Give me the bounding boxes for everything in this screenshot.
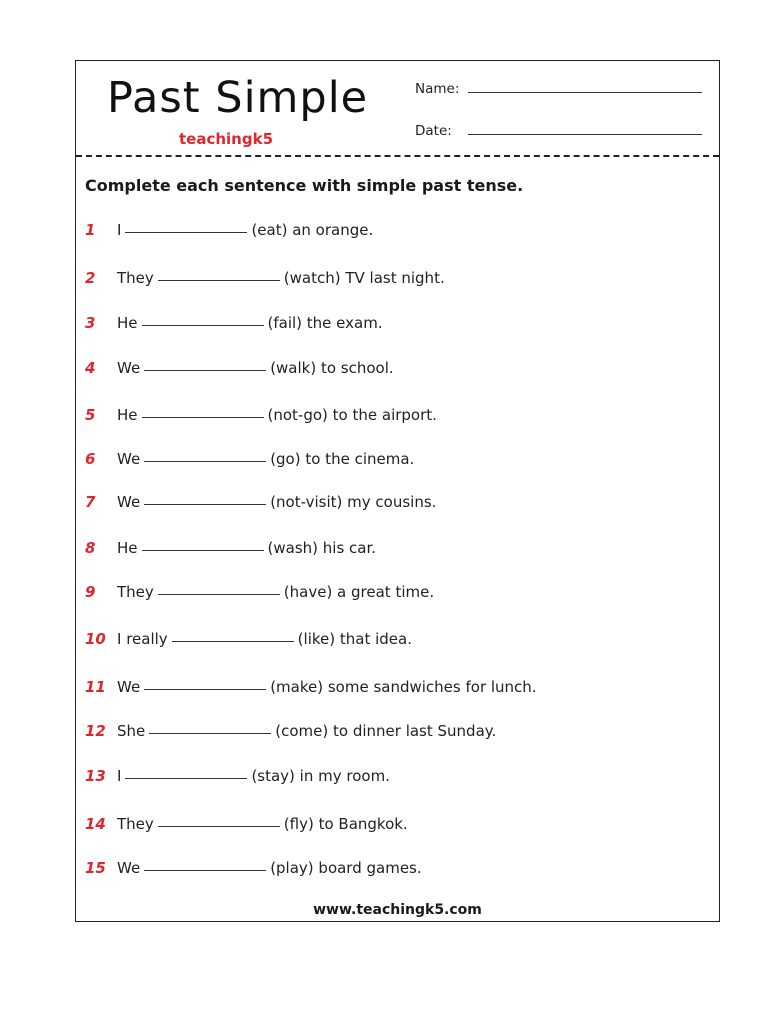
item-subject: We <box>117 450 141 468</box>
item-subject: He <box>117 406 138 424</box>
item-subject: I <box>117 767 122 785</box>
exercise-item <box>85 359 394 377</box>
exercise-item <box>85 630 412 648</box>
brand-name: teachingk5 <box>179 130 274 148</box>
item-prompt: (have) a great time. <box>283 583 435 601</box>
item-number: 4 <box>85 359 96 377</box>
item-number: 5 <box>85 406 96 424</box>
date-line[interactable] <box>468 133 702 135</box>
exercise-item <box>85 678 537 696</box>
footer-url: www.teachingk5.com <box>313 902 482 918</box>
item-number: 3 <box>85 314 96 332</box>
item-subject: He <box>117 314 138 332</box>
exercise-item <box>85 406 437 424</box>
item-number: 13 <box>85 767 106 785</box>
answer-blank[interactable] <box>158 825 280 827</box>
exercise-item <box>85 722 496 740</box>
item-prompt: (walk) to school. <box>270 359 394 377</box>
item-number: 15 <box>85 859 106 877</box>
item-number: 14 <box>85 815 106 833</box>
exercise-item <box>85 815 408 833</box>
exercise-item <box>85 493 436 511</box>
item-number: 6 <box>85 450 96 468</box>
item-prompt: (wash) his car. <box>267 539 377 557</box>
item-subject: I really <box>117 630 168 648</box>
item-subject: He <box>117 539 138 557</box>
answer-blank[interactable] <box>158 279 280 281</box>
answer-blank[interactable] <box>144 460 266 462</box>
worksheet <box>75 60 720 922</box>
exercise-item <box>85 583 434 601</box>
item-number: 7 <box>85 493 96 511</box>
item-prompt: (fly) to Bangkok. <box>283 815 408 833</box>
answer-blank[interactable] <box>144 869 266 871</box>
item-number: 11 <box>85 678 106 696</box>
item-subject: I <box>117 221 122 239</box>
date-field[interactable] <box>415 123 702 139</box>
name-field[interactable] <box>415 81 702 97</box>
date-label: Date: <box>415 123 452 139</box>
exercise-item <box>85 221 373 239</box>
item-number: 9 <box>85 583 96 601</box>
answer-blank[interactable] <box>172 640 294 642</box>
item-prompt: (come) to dinner last Sunday. <box>275 722 497 740</box>
answer-blank[interactable] <box>149 732 271 734</box>
exercise-item <box>85 314 383 332</box>
dashed-divider <box>76 155 719 157</box>
item-prompt: (make) some sandwiches for lunch. <box>270 678 537 696</box>
answer-blank[interactable] <box>144 369 266 371</box>
item-subject: We <box>117 359 141 377</box>
item-prompt: (fail) the exam. <box>267 314 383 332</box>
answer-blank[interactable] <box>144 688 266 690</box>
item-subject: They <box>117 583 154 601</box>
item-number: 2 <box>85 269 96 287</box>
instruction-text: Complete each sentence with simple past tense. <box>85 176 524 195</box>
answer-blank[interactable] <box>144 503 266 505</box>
answer-blank[interactable] <box>125 231 247 233</box>
item-prompt: (play) board games. <box>270 859 422 877</box>
exercise-item <box>85 767 390 785</box>
item-prompt: (like) that idea. <box>297 630 412 648</box>
item-number: 10 <box>85 630 106 648</box>
item-prompt: (not-go) to the airport. <box>267 406 437 424</box>
answer-blank[interactable] <box>142 324 264 326</box>
item-prompt: (watch) TV last night. <box>283 269 445 287</box>
answer-blank[interactable] <box>158 593 280 595</box>
item-subject: She <box>117 722 146 740</box>
answer-blank[interactable] <box>142 549 264 551</box>
item-prompt: (go) to the cinema. <box>270 450 415 468</box>
exercise-item <box>85 450 414 468</box>
name-line[interactable] <box>468 91 702 93</box>
item-number: 1 <box>85 221 96 239</box>
item-prompt: (eat) an orange. <box>251 221 374 239</box>
page-title: Past Simple <box>107 73 369 123</box>
answer-blank[interactable] <box>142 416 264 418</box>
exercise-item <box>85 269 445 287</box>
item-subject: We <box>117 859 141 877</box>
name-label: Name: <box>415 81 460 97</box>
exercise-item <box>85 859 422 877</box>
item-subject: We <box>117 493 141 511</box>
item-number: 12 <box>85 722 106 740</box>
item-prompt: (stay) in my room. <box>251 767 390 785</box>
item-subject: They <box>117 269 154 287</box>
item-prompt: (not-visit) my cousins. <box>270 493 437 511</box>
item-subject: They <box>117 815 154 833</box>
item-number: 8 <box>85 539 96 557</box>
item-subject: We <box>117 678 141 696</box>
answer-blank[interactable] <box>125 777 247 779</box>
exercise-item <box>85 539 376 557</box>
